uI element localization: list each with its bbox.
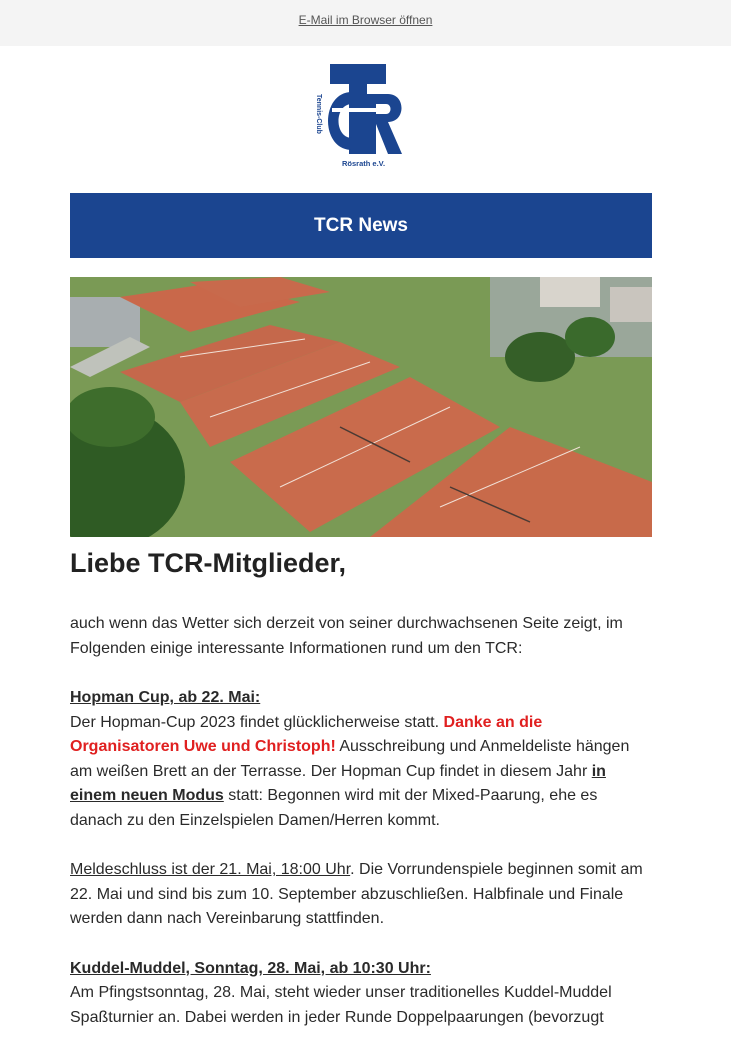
- intro-paragraph: auch wenn das Wetter sich derzeit von seiner durchwachsenen Seite zeigt, im Folgenden einige interessante Informationen rund um den TCR:: [70, 615, 623, 657]
- hopman-section: [70, 686, 652, 833]
- greeting-heading: Liebe TCR-Mitglieder,: [70, 548, 347, 578]
- hopman-text-b: Ausschreibung und Anmeldeliste hängen am weißen Brett an der Terrasse. Der Hopman Cup findet in diesem Jahr: [70, 738, 630, 780]
- kuddel-text: Am Pfingstsonntag, 28. Mai, steht wieder unser traditionelles Kuddel-Muddel Spaßturnier an. Dabei werden in jeder Runde Doppelpaarungen (bevorzugt: [70, 984, 612, 1026]
- tcr-logo: [312, 64, 406, 168]
- hopman-thanks: Danke an die Organisatoren Uwe und Christoph!: [70, 713, 543, 755]
- kuddel-section: [70, 957, 652, 1031]
- hopman-deadline-paragraph: [70, 858, 652, 932]
- topbar: [0, 0, 731, 46]
- kuddel-title: Kuddel-Muddel, Sonntag, 28. Mai, ab 10:30 Uhr:: [70, 959, 431, 977]
- svg-text:Tennis-Club: Tennis-Club: [315, 94, 322, 134]
- hopman-deadline: Meldeschluss ist der 21. Mai, 18:00 Uhr: [70, 861, 351, 878]
- logo-area: [0, 46, 731, 193]
- hopman-deadline-rest: . Die Vorrundenspiele beginnen somit am 22. Mai und sind bis zum 10. September abzuschließen. Halbfinale und Finale werden dann nach Vereinbarung stattfinden.: [70, 861, 643, 927]
- newsletter-content: [70, 546, 652, 1055]
- hopman-text-a: Der Hopman-Cup 2023 findet glücklicherweise statt.: [70, 713, 444, 731]
- hopman-title: Hopman Cup, ab 22. Mai:: [70, 689, 261, 706]
- banner-title: TCR News: [314, 215, 408, 236]
- news-banner: [70, 193, 652, 258]
- open-in-browser-link[interactable]: E-Mail im Browser öffnen: [298, 13, 433, 27]
- svg-text:Rösrath e.V.: Rösrath e.V.: [342, 159, 386, 168]
- hopman-new-mode: in einem neuen Modus: [70, 762, 606, 804]
- tennis-courts-aerial-photo: [70, 277, 652, 537]
- hopman-text-c: statt: Begonnen wird mit der Mixed-Paarung, ehe es danach zu den Einzelspielen Damen/Herren kommt.: [70, 787, 598, 829]
